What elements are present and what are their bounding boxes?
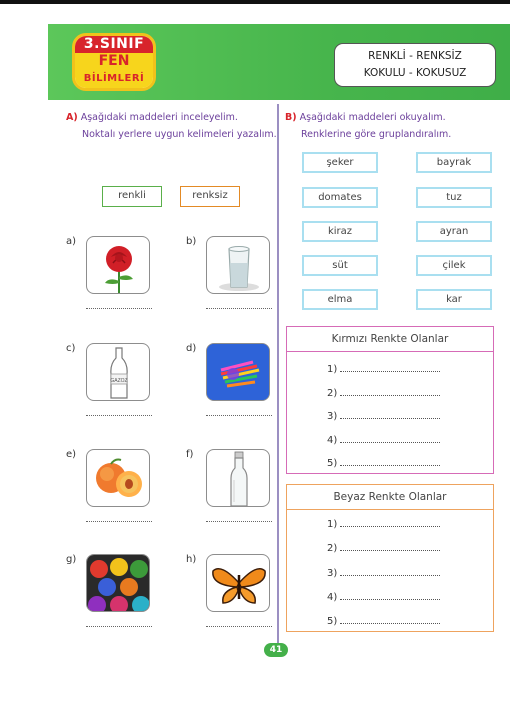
butterfly-picture: [206, 554, 270, 612]
answer-line-g[interactable]: [86, 625, 152, 627]
answer-line-e[interactable]: [86, 520, 152, 522]
subject-label: FEN: [75, 53, 153, 70]
tag-colorless: renksiz: [180, 186, 240, 207]
grade-label: 3.SINIF: [75, 36, 153, 53]
section-a-instruction-2: Noktalı yerlere uygun kelimeleri yazalım.: [82, 129, 277, 140]
answer-line-red-2[interactable]: [327, 388, 440, 399]
answer-line-d[interactable]: [206, 414, 272, 416]
colorful-candies-picture: [86, 554, 150, 612]
answer-line-b[interactable]: [206, 307, 272, 309]
subject-label-2: BİLİMLERİ: [75, 70, 153, 88]
word-box: domates: [302, 187, 378, 208]
word-box: elma: [302, 289, 378, 310]
answer-number: 1): [327, 519, 338, 530]
page-title: [334, 43, 496, 87]
section-a-instructions: [66, 109, 282, 143]
page-number: 41: [264, 643, 288, 657]
empty-bottle-picture: [206, 449, 270, 507]
grade-badge: [72, 33, 156, 91]
answer-number: 1): [327, 364, 338, 375]
item-letter-h: h): [186, 554, 197, 565]
red-items-box: [286, 326, 494, 474]
red-items-title: Kırmızı Renkte Olanlar: [287, 327, 493, 352]
bottle-label: GAZOZ: [110, 378, 128, 384]
answer-line-red-1[interactable]: [327, 364, 440, 375]
section-b-instruction-1: Aşağıdaki maddeleri okuyalım.: [299, 112, 446, 123]
word-box: süt: [302, 255, 378, 276]
section-a-instruction-1: Aşağıdaki maddeleri inceleyelim.: [80, 112, 238, 123]
answer-number: 2): [327, 543, 338, 554]
answer-line-f[interactable]: [206, 520, 272, 522]
answer-number: 3): [327, 568, 338, 579]
title-line-2: KOKULU - KOKUSUZ: [363, 67, 467, 79]
answer-line-white-5[interactable]: [327, 616, 440, 627]
white-items-box: [286, 484, 494, 632]
word-box: ayran: [416, 221, 492, 242]
answer-number: 4): [327, 592, 338, 603]
item-letter-a: a): [66, 236, 77, 247]
item-letter-d: d): [186, 343, 197, 354]
answer-line-white-1[interactable]: [327, 519, 440, 530]
item-letter-g: g): [66, 554, 77, 565]
title-line-1: RENKLİ - RENKSİZ: [368, 50, 462, 62]
item-letter-c: c): [66, 343, 76, 354]
word-box: bayrak: [416, 152, 492, 173]
tag-colored: renkli: [102, 186, 162, 207]
answer-line-a[interactable]: [86, 307, 152, 309]
answer-number: 4): [327, 435, 338, 446]
soda-bottle-picture: [86, 343, 150, 401]
answer-number: 3): [327, 411, 338, 422]
answer-line-white-3[interactable]: [327, 568, 440, 579]
item-letter-e: e): [66, 449, 77, 460]
answer-number: 2): [327, 388, 338, 399]
item-letter-b: b): [186, 236, 197, 247]
glass-of-water-picture: [206, 236, 270, 294]
word-box: şeker: [302, 152, 378, 173]
section-b-letter: B): [285, 112, 297, 123]
word-box: kiraz: [302, 221, 378, 242]
page-top-edge: [0, 0, 510, 4]
answer-line-red-3[interactable]: [327, 411, 440, 422]
answer-number: 5): [327, 458, 338, 469]
white-items-title: Beyaz Renkte Olanlar: [287, 485, 493, 510]
answer-line-h[interactable]: [206, 625, 272, 627]
item-letter-f: f): [186, 449, 194, 460]
rose-picture: [86, 236, 150, 294]
peach-picture: [86, 449, 150, 507]
answer-line-c[interactable]: [86, 414, 152, 416]
word-box: çilek: [416, 255, 492, 276]
section-b-instructions: [285, 109, 505, 143]
answer-line-white-4[interactable]: [327, 592, 440, 603]
answer-line-red-5[interactable]: [327, 458, 440, 469]
word-box: kar: [416, 289, 492, 310]
answer-line-white-2[interactable]: [327, 543, 440, 554]
word-box: tuz: [416, 187, 492, 208]
section-a-letter: A): [66, 112, 78, 123]
section-b-instruction-2: Renklerine göre gruplandıralım.: [301, 129, 452, 140]
column-divider: [277, 104, 279, 644]
answer-line-red-4[interactable]: [327, 435, 440, 446]
answer-number: 5): [327, 616, 338, 627]
colorful-abstract-picture: [206, 343, 270, 401]
